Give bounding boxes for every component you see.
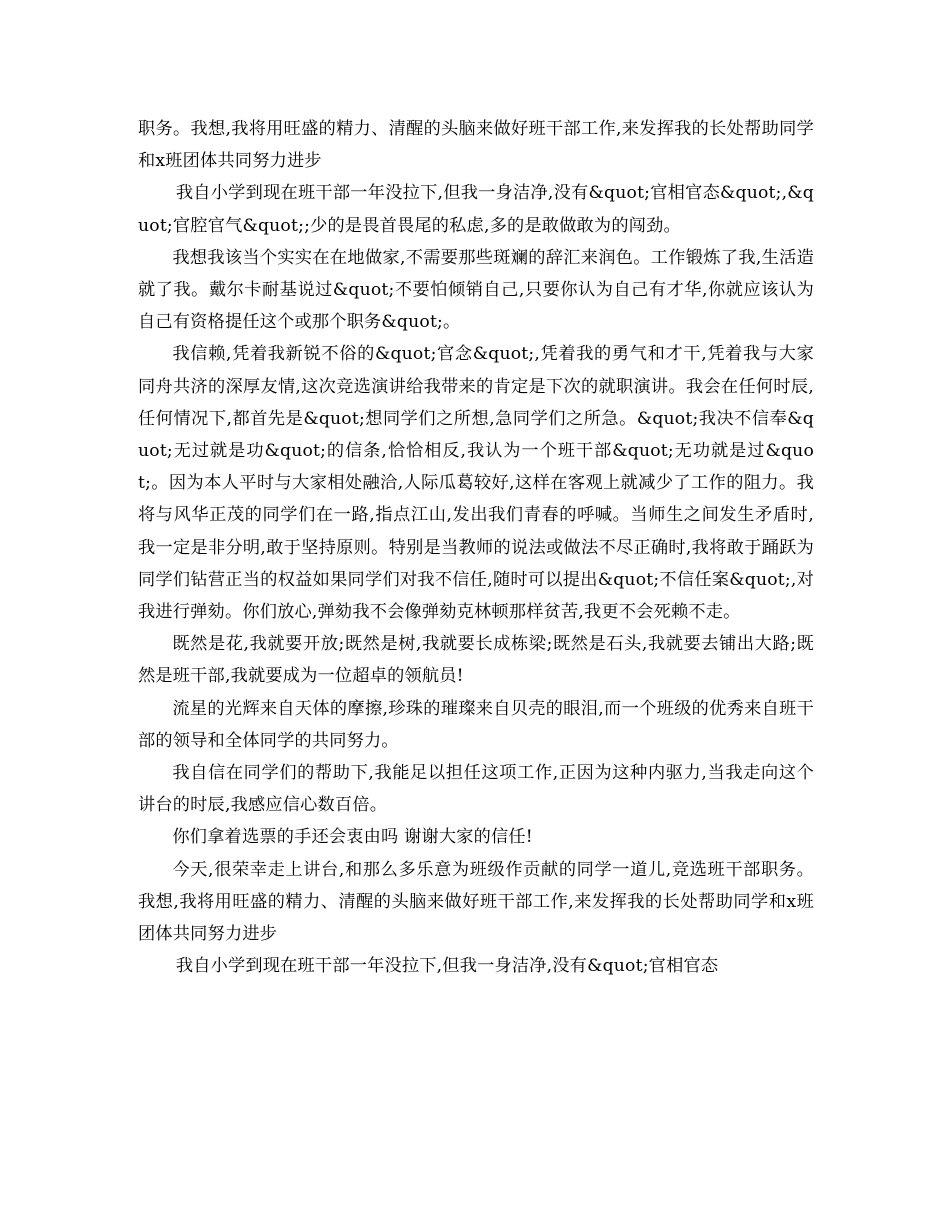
- paragraph-3: 我想我该当个实实在在地做家,不需要那些斑斓的辞汇来润色。工作锻炼了我,生活造就了我。戴尔卡耐基说过&quot;不要怕倾销自己,只要你认为自己有才华,你就应该认为自己有资格提任这个或那个职务&quot;。: [138, 247, 814, 333]
- paragraph-10: 我自小学到现在班干部一年没拉下,但我一身洁净,没有&quot;官相官态: [175, 956, 719, 977]
- paragraph-4: 我信赖,凭着我新锐不俗的&quot;官念&quot;,凭着我的勇气和才干,凭着我与大家同舟共济的深厚友情,这次竞选演讲给我带来的肯定是下次的就职演讲。我会在任何时辰,任何情况下,都首先是&quot;想同学们之所想,急同学们之所急。&quot;我决不信奉&quot;无过就是功&quot;的信条,恰恰相反,我认为一个班干部&quot;无功就是过&quot;。因为本人平时与大家相处融洽,人际瓜葛较好,这样在客观上就减少了工作的阻力。我将与风华正茂的同学们在一路,指点江山,发出我们青春的呼喊。当师生之间发生矛盾时,我一定是非分明,敢于坚持原则。特别是当教师的说法或做法不尽正确时,我将敢于踊跃为同学们钻营正当的权益如果同学们对我不信任,随时可以提出&quot;不信任案&quot;,对我进行弹劾。你们放心,弹劾我不会像弹劾克林顿那样贫苦,我更不会死赖不走。: [138, 344, 814, 623]
- paragraph-5: 既然是花,我就要开放;既然是树,我就要长成栋梁;既然是石头,我就要去铺出大路;既然是班干部,我就要成为一位超卓的领航员!: [138, 634, 814, 687]
- paragraph-1: 职务。我想,我将用旺盛的精力、清醒的头脑来做好班干部工作,来发挥我的长处帮助同学和x班团体共同努力进步: [138, 119, 814, 172]
- paragraph-8: 你们拿着选票的手还会衷由吗 谢谢大家的信任!: [172, 827, 533, 848]
- paragraph-6: 流星的光辉来自天体的摩擦,珍珠的璀璨来自贝壳的眼泪,而一个班级的优秀来自班干部的领导和全体同学的共同努力。: [138, 698, 814, 751]
- paragraph-7: 我自信在同学们的帮助下,我能足以担任这项工作,正因为这种内驱力,当我走向这个讲台的时辰,我感应信心数百倍。: [138, 763, 814, 816]
- paragraph-2: 我自小学到现在班干部一年没拉下,但我一身洁净,没有&quot;官相官态&quot;,&quot;官腔官气&quot;;少的是畏首畏尾的私虑,多的是敢做敢为的闯劲。: [138, 183, 814, 236]
- document-body: [138, 113, 814, 982]
- paragraph-9: 今天,很荣幸走上讲台,和那么多乐意为班级作贡献的同学一道儿,竞选班干部职务。我想,我将用旺盛的精力、清醒的头脑来做好班干部工作,来发挥我的长处帮助同学和x班团体共同努力进步: [138, 859, 814, 945]
